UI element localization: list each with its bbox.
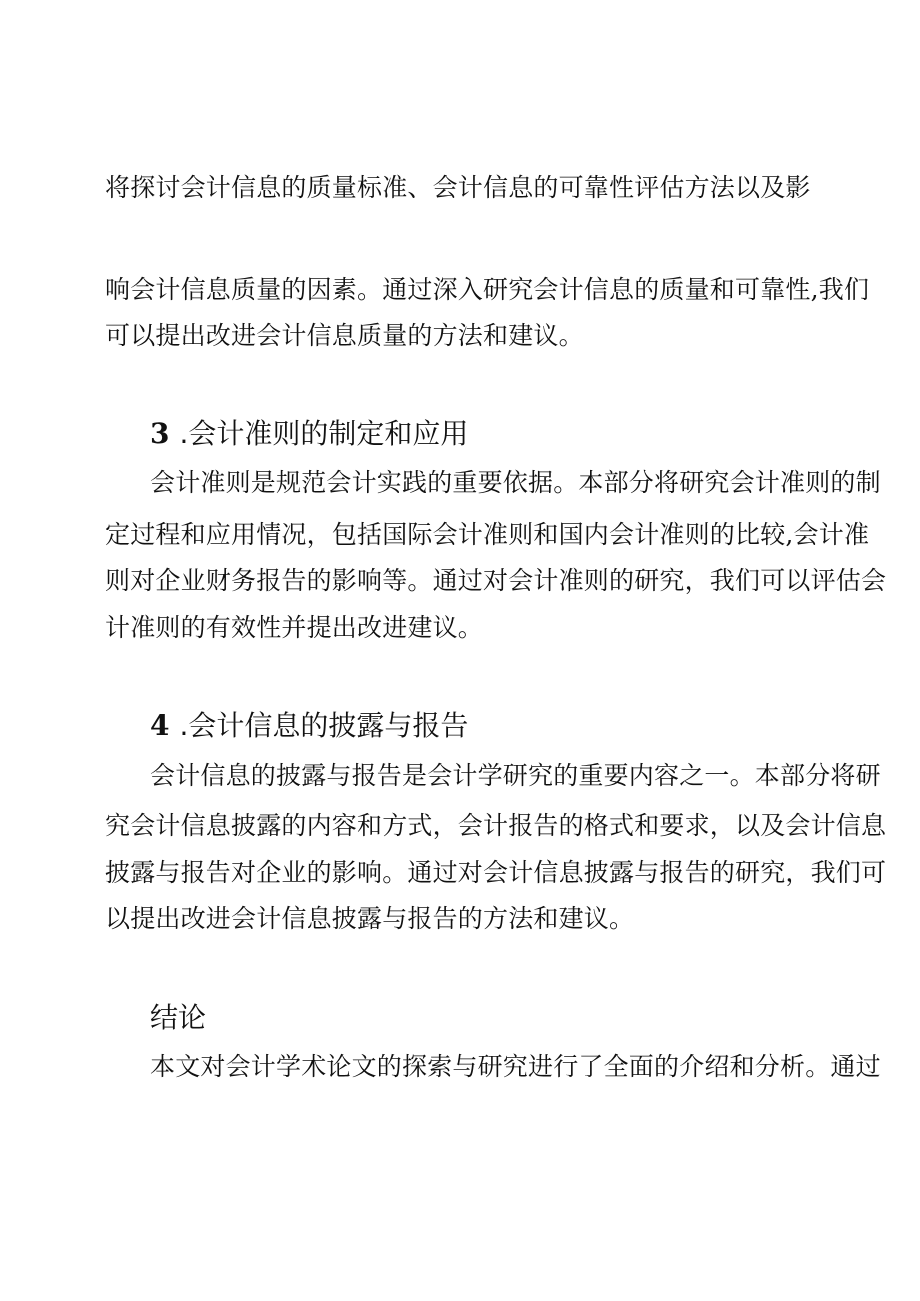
paragraph-line: 可以提出改进会计信息质量的方法和建议。 xyxy=(105,321,584,350)
section-heading-4 xyxy=(150,706,468,746)
paragraph-line: 定过程和应用情况，包括国际会计准则和国内会计准则的比较,会计准 xyxy=(105,520,870,549)
paragraph-line: 响会计信息质量的因素。通过深入研究会计信息的质量和可靠性,我们 xyxy=(105,275,870,304)
section-heading-3 xyxy=(150,414,468,454)
section-title: .会计准则的制定和应用 xyxy=(179,417,469,450)
paragraph-line: 计准则的有效性并提出改进建议。 xyxy=(105,613,484,642)
paragraph-line: 将探讨会计信息的质量标准、会计信息的可靠性评估方法以及影 xyxy=(105,173,811,202)
paragraph-line: 披露与报告对企业的影响。通过对会计信息披露与报告的研究，我们可 xyxy=(105,858,887,887)
paragraph-line: 究会计信息披露的内容和方式，会计报告的格式和要求，以及会计信息 xyxy=(105,811,887,840)
paragraph-line: 本文对会计学术论文的探索与研究进行了全面的介绍和分析。通过 xyxy=(150,1052,881,1081)
paragraph-line: 会计准则是规范会计实践的重要依据。本部分将研究会计准则的制 xyxy=(150,468,881,497)
section-title: .会计信息的披露与报告 xyxy=(179,709,469,742)
section-number: 4 xyxy=(150,709,170,742)
paragraph-line: 会计信息的披露与报告是会计学研究的重要内容之一。本部分将研 xyxy=(150,761,881,790)
section-number: 3 xyxy=(150,417,170,450)
paragraph-line: 则对企业财务报告的影响等。通过对会计准则的研究，我们可以评估会 xyxy=(105,566,887,595)
paragraph-line: 以提出改进会计信息披露与报告的方法和建议。 xyxy=(105,904,635,933)
conclusion-heading: 结论 xyxy=(150,1001,207,1034)
